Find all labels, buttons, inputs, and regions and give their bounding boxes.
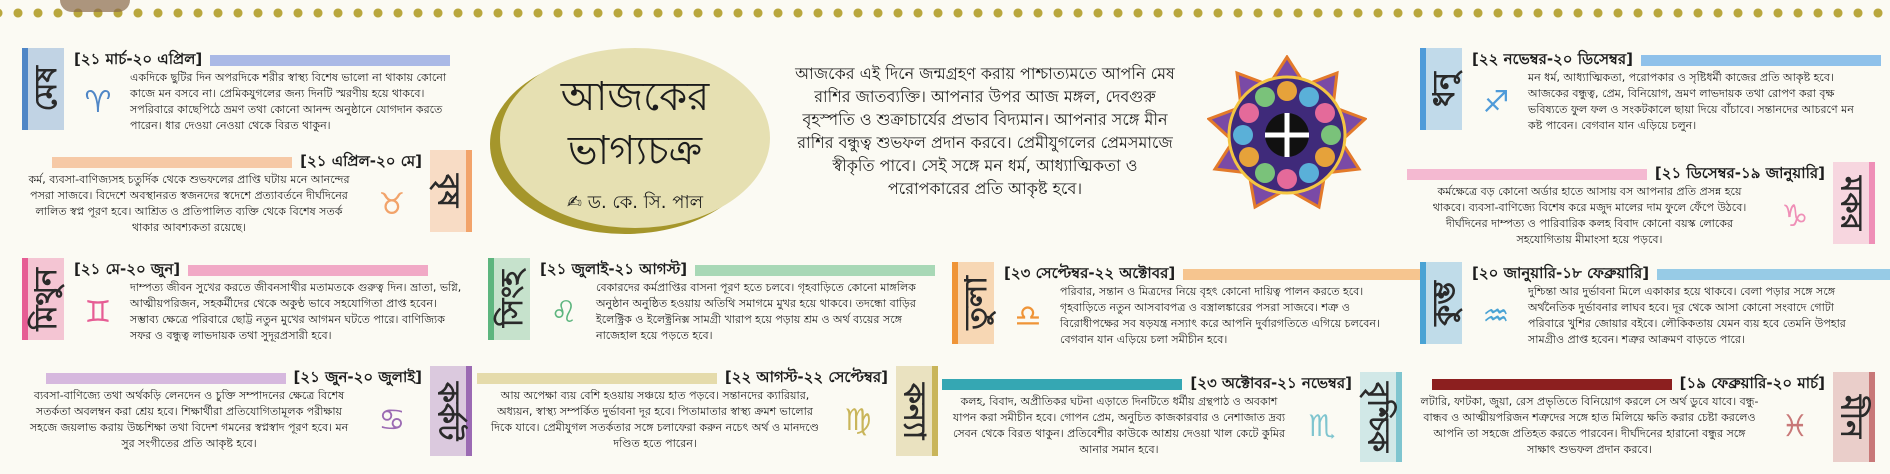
date-range: [২০ জানুয়ারি-১৮ ফেব্রুয়ারি] xyxy=(1472,264,1650,282)
header-bar xyxy=(46,373,286,384)
zodiac-sign-icon: ♋ xyxy=(378,402,406,438)
date-range: [২১ ডিসেম্বর-১৯ জানুয়ারি] xyxy=(1654,164,1825,182)
sign-name: কন্যা xyxy=(896,382,932,440)
sign-text: লটারি, ফাটকা, জুয়া, রেস প্রভৃতিতে বিনিয়োগ করলে সে অর্থ ডুবে যাবে। বন্ধু-বান্ধব ও আত্মীয়পরিজন শত্রুদের সঙ্গে হাত মিলিয়ে ক্ষতি করার চেষ্টা করলেও আপনি তা সহজে প্রতিহত করতে পারবেন। দীর্ঘদিনের হারানো বন্ধুর সঙ্গে সাক্ষাৎ শুভফল প্রদান করবে। xyxy=(1420,395,1759,456)
sign-name: ধনু xyxy=(1426,71,1462,107)
zodiac-sign-icon: ♎ xyxy=(1014,298,1042,334)
sign-tab xyxy=(896,366,938,456)
header-bar xyxy=(477,373,717,384)
sign-tab xyxy=(1420,48,1462,130)
sign-tab xyxy=(1360,372,1402,462)
date-range: [২১ মার্চ-২০ এপ্রিল] xyxy=(74,50,203,68)
header-bar xyxy=(1641,55,1881,66)
date-range: [২২ নভেম্বর-২০ ডিসেম্বর] xyxy=(1472,50,1633,68)
zodiac-sign-icon: ♐ xyxy=(1482,84,1510,120)
sign-tab xyxy=(430,366,472,456)
sign-name: মকর xyxy=(1833,175,1869,231)
date-range: [১৯ ফেব্রুয়ারি-২০ মার্চ] xyxy=(1679,374,1825,392)
zodiac-sign-icon: ♑ xyxy=(1781,198,1809,234)
sign-block-4 xyxy=(488,258,938,358)
sign-text: দাম্পত্য জীবন সুখের করতে জীবনসাথীর মতামতকে গুরুত্ব দিন। ভ্রাতা, ভগ্নি, আত্মীয়পরিজন, সহকর্মীদের থেকে অকুণ্ঠ ভাবে সহযোগিতা প্রাপ্ত হবেন। সম্ভাব্য ক্ষেত্রে পরিবারে ছোট্ট নতুন মুখের আগমন ঘটতে পারে। বাণিজ্যিক সফর ও বন্ধুত্ব লাভদায়ক তথা সুদূরপ্রসারী হবে। xyxy=(130,281,462,342)
sign-text: কর্মক্ষেত্রে বড় কোনো অর্ডার হাতে আসায় বস আপনার প্রতি প্রসন্ন হয়ে থাকবে। ব্যবসা-বাণিজ্যে বিশেষ করে মজুদ মালের দাম ফুলে ফেঁপে উঠবে। দীর্ঘদিনের দাম্পত্য ও পারিবারিক কলহ বিবাদ কোনো বয়স্ক লোকের সহযোগিতায় মীমাংসা হয়ে পড়বে। xyxy=(1432,185,1747,246)
sign-text: একদিকে ছুটির দিন অপরদিকে শরীর স্বাস্থ্য বিশেষ ভালো না থাকায় কোনো কাজে মন বসবে না। প্রেমিকযুগলের জন্য দিনটি স্মরণীয় হয়ে থাকবে। সপরিবারে কাছেপিঠে ভ্রমণ তথা কোনো আনন্দ অনুষ্ঠানে যোগদান করতে পারেন। ধার দেওয়া নেওয়া থেকে বিরত থাকুন। xyxy=(130,71,447,132)
zodiac-sign-icon: ♌ xyxy=(550,294,578,330)
title-circle xyxy=(500,48,770,228)
header-bar xyxy=(1183,269,1423,280)
header-bar xyxy=(942,379,1182,390)
zodiac-sign-icon: ♍ xyxy=(844,402,872,438)
sign-block-7 xyxy=(952,372,1402,472)
date-range: [২২ আগস্ট-২২ সেপ্টেম্বর] xyxy=(724,368,888,386)
sign-tab xyxy=(1420,262,1462,344)
sign-tab xyxy=(1833,162,1875,244)
sign-name: মিথুন xyxy=(28,267,64,331)
date-range: [২১ জুন-২০ জুলাই] xyxy=(293,368,422,386)
sign-block-0 xyxy=(22,48,472,148)
header-bar xyxy=(188,265,428,276)
date-range: [২১ জুলাই-২১ আগস্ট] xyxy=(540,260,688,278)
sign-block-1 xyxy=(22,150,472,250)
intro-text: আজকের এই দিনে জন্মগ্রহণ করায় পাশ্চাত্যমতে আপনি মেষ রাশির জাতব্যক্তি। আপনার উপর আজ মঙ্গল, দেবগুরু বৃহস্পতি ও শুক্রাচার্যের প্রভাব বিদ্যমান। আপনার সঙ্গে মীন রাশির বন্ধুত্ব শুভফল প্রদান করবে। প্রেমীযুগলের প্রেমসমাজে স্বীকৃতি পাবে। সেই সঙ্গে মন ধর্ম, আধ্যাত্মিকতা ও পরোপকারের প্রতি আকৃষ্ট হবে। xyxy=(795,64,1175,198)
sign-block-3 xyxy=(22,366,472,466)
sign-text: পরিবার, সন্তান ও মিত্রদের নিয়ে বৃহৎ কোনো দায়িত্ব পালন করতে হবে। গৃহবাড়িতে নতুন আসবাবপত্র ও বস্ত্রালঙ্কারের পসরা সাজবে। শত্রু ও বিরোধীপক্ষের সব ষড়যন্ত্র নস্যাৎ করে আপনি দুর্বারগতিতে এগিয়ে চলবেন। বেগবান যান এড়িয়ে চলা সমীচীন হবে। xyxy=(1060,285,1380,346)
zodiac-sign-icon: ♒ xyxy=(1482,298,1510,334)
sign-text: বেকারদের কর্মপ্রাপ্তির বাসনা পূরণ হতে চলবে। গৃহবাড়িতে কোনো মাঙ্গলিক অনুষ্ঠান অনুষ্ঠিত হওয়ায় অতিথি সমাগমে মুখর হয়ে থাকবে। তদন্ধো বাড়ির ইলেক্ট্রিক ও ইলেক্ট্রনিক্স সামগ্রী খারাপ হয়ে পড়ায় শ্রম ও অর্থ ব্যয়ের সঙ্গে নাজেহাল হয়ে পড়তে হবে। xyxy=(596,281,916,342)
sign-tab xyxy=(488,258,530,340)
author: ✍ ড. কে. সি. পাল xyxy=(566,192,704,213)
date-range: [২৩ সেপ্টেম্বর-২২ অক্টোবর] xyxy=(1004,264,1176,282)
sign-block-2 xyxy=(22,258,472,358)
header-bar xyxy=(1432,379,1672,390)
sign-name: সিংহ xyxy=(494,270,530,328)
date-range: [২৩ অক্টোবর-২১ নভেম্বর] xyxy=(1190,374,1352,392)
header-bar xyxy=(1407,169,1647,180)
sign-name: তুলা xyxy=(958,276,994,330)
sign-block-9 xyxy=(1420,162,1875,262)
sign-text: আয় অপেক্ষা ব্যয় বেশি হওয়ায় সঞ্চয়ে হাত পড়বে। সন্তানদের ক্যারিয়ার, অধ্যয়ন, স্বাস্থ্য সম্পর্কিত দুর্ভাবনা দূর হবে। পিতামাতার স্বাস্থ্য ক্রমশ ভালোর দিকে যাবে। প্রেমীযুগল সতর্কতার সঙ্গে চলাফেরা করুন নচেৎ অর্থ ও মানদণ্ডে দণ্ডিত হতে পারেন। xyxy=(490,389,820,450)
zodiac-sign-icon: ♊ xyxy=(84,294,112,330)
date-range: [২১ এপ্রিল-২০ মে] xyxy=(300,152,422,170)
sign-name: কর্কট xyxy=(430,381,466,441)
sign-block-10 xyxy=(1420,262,1875,362)
sign-block-5 xyxy=(488,366,938,466)
sign-block-6 xyxy=(952,262,1402,362)
sign-tab xyxy=(952,262,994,344)
page-title: আজকের ভাগ্যচক্র xyxy=(560,74,710,174)
sign-block-8 xyxy=(1420,48,1875,148)
sign-name: মেষ xyxy=(28,66,64,112)
zodiac-sign-icon: ♈ xyxy=(84,84,112,120)
sign-name: বৃশ্চিক xyxy=(1360,381,1396,453)
header-bar xyxy=(695,265,935,276)
zodiac-wheel-icon xyxy=(1207,55,1367,215)
sign-tab xyxy=(1833,372,1875,462)
top-decoration xyxy=(60,0,130,12)
sign-name: কুম্ভ xyxy=(1426,280,1462,326)
sign-block-11 xyxy=(1420,372,1875,472)
sign-name: বৃষ xyxy=(430,174,466,208)
zodiac-sign-icon: ♓ xyxy=(1781,408,1809,444)
header-bar xyxy=(1657,269,1890,280)
dotted-border xyxy=(0,0,1890,26)
sign-text: দুশ্চিন্তা আর দুর্ভাবনা মিলে একাকার হয়ে থাকবে। বেলা পড়ার সঙ্গে সঙ্গে অর্থনৈতিক দুর্ভাবনার লাঘব হবে। দূর থেকে আসা কোনো সংবাদে গোটা পরিবারে খুশির জোয়ার বইবে। লৌকিকতায় যেমন ব্যয় হবে তেমনি উপহার সামগ্রীও প্রাপ্ত হবেন। শত্রুর আক্রমণ বাড়তে পারে। xyxy=(1528,285,1846,346)
sign-tab xyxy=(22,258,64,340)
sign-text: ব্যবসা-বাণিজ্যে তথা অর্থকড়ি লেনদেন ও চুক্তি সম্পাদনের ক্ষেত্রে বিশেষ সতর্কতা অবলম্বন করা শ্রেয় হবে। শিক্ষার্থীরা প্রতিযোগিতামূলক পরীক্ষায় সহজে জয়লাভ করায় উচ্চশিক্ষা তথা বিদেশ গমনের স্বপ্নস্বাদ পূরণ হবে। মন সুর সংগীতের প্রতি আকৃষ্ট হবে। xyxy=(29,389,349,450)
sign-tab xyxy=(22,48,64,130)
date-range: [২১ মে-২০ জুন] xyxy=(74,260,181,278)
header-bar xyxy=(210,55,450,66)
sign-text: কলহ, বিবাদ, অপ্রীতিকর ঘটনা এড়াতে দিনটিতে ধর্মীয় গ্রন্থপাঠ ও অবকাশ যাপন করা সমীচীন হবে। গোপন প্রেম, অনুচিত কাজকারবার ও নেশাজাত দ্রব্য সেবন থেকে বিরত থাকুন। প্রতিবেশীর কাউকে আশ্রয় দেওয়া খাল কেটে কুমির আনার সমান হবে। xyxy=(952,395,1286,456)
sign-text: কর্ম, ব্যবসা-বাণিজ্যসহ চতুর্দিক থেকে শুভফলের প্রাপ্তি ঘটায় মনে আনন্দের পসরা সাজবে। বিদেশে অবস্থানরত স্বজনদের স্বদেশে প্রত্যাবর্তনে দীর্ঘদিনের লালিত স্বপ্ন পূরণ হবে। আশ্রিত ও প্রতিপালিত ব্যক্তি থেকে বিশেষ সতর্ক থাকার আবশ্যকতা রয়েছে। xyxy=(28,173,350,234)
zodiac-sign-icon: ♏ xyxy=(1308,408,1336,444)
header-bar xyxy=(52,157,292,168)
sign-tab xyxy=(430,150,472,232)
zodiac-sign-icon: ♉ xyxy=(378,186,406,222)
sign-text: মন ধর্ম, আধ্যাত্মিকতা, পরোপকার ও সৃষ্টিধর্মী কাজের প্রতি আকৃষ্ট হবে। আজকের বন্ধুত্ব, প্রেম, বিনিয়োগ, ভ্রমণ লাভদায়ক তথা রোপণ করা বৃক্ষ ভবিষ্যতে ফুল ফল ও সংকটকালে ছায়া দিয়ে বাঁচাবে। সন্তানদের আচরণে মন কষ্ট পাবেন। বেগবান যান এড়িয়ে চলুন। xyxy=(1528,71,1854,132)
sign-name: মীন xyxy=(1833,395,1869,439)
